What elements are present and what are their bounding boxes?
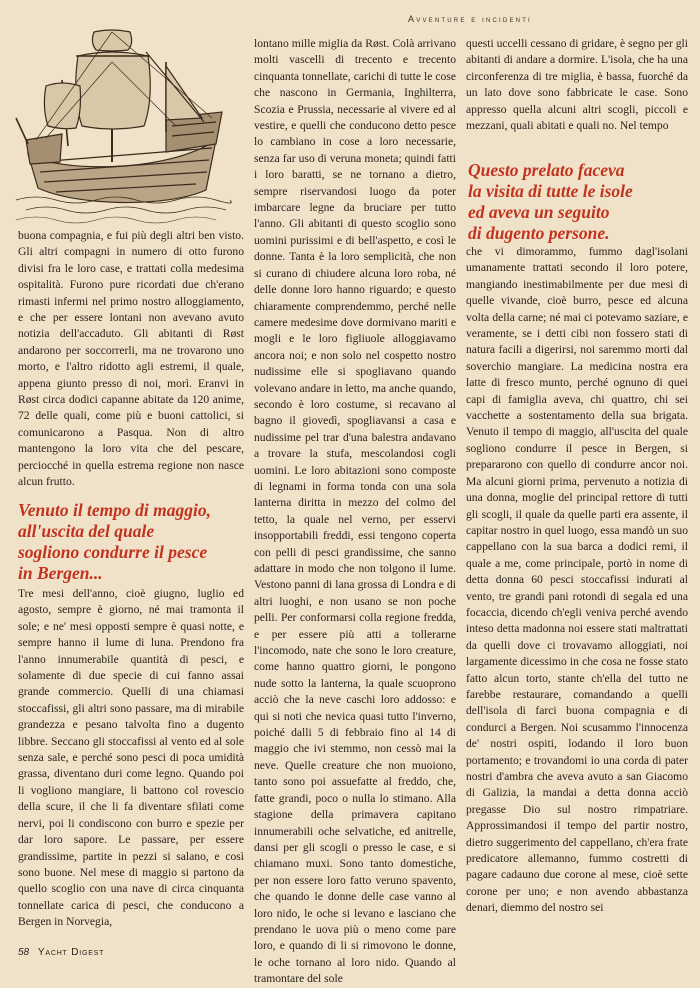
pullquote-line: Venuto il tempo di maggio, (18, 500, 212, 520)
paragraph: Tre mesi dell'anno, cioè giugno, luglio ed agosto, sempre è giorno, né mai tramonta il sole; e ne' mesi opposti sempre è quasi notte, e sempre hanno il lume di luna. Prendono fra l'anno innumerabile quantità di pesci, e solamente di due specie di cui fanno assai grande commercio. Quelli di una chiamasi stoccafissi, gli altri sono passare, ma di mirabile grandezza e pesano talvolta fino a dugento libbre. Seccano gli stoccafissi al vento ed al sole senza sale, e perché sono pesci di poca umidità grassa, diventano duri come legno. Quando poi li vogliono mangiare, li battono col rovescio della scure, il che li fa diventare sfilati come nervi, poi li condiscono con burro e spezie per dar loro sapore. Le passare, per essere grandissime, partite in pezzi si salano, e così sono buone. Nel mese di maggio si partono da quello scoglio con una nave di circa cinquanta tonnellate carica di pesci, che conducono a Bergen in Norvegia, (18, 587, 244, 929)
pullquote-line: in Bergen... (18, 563, 103, 583)
page-number: 58 (18, 947, 30, 958)
paragraph: buona compagnia, e fui più degli altri ben visto. Gli altri compagni in numero di otto furono divisi fra le loro case, e trattati colla medesima ospitalità. Furono pure ricordati due ch'erano rimasti infermi nel primo nostro alloggiamento, e che per essere lontani non avevano avuto notizia dell'accaduto. Gli abitanti di Røst andarono per soccorrerli, ma ne trovarono uno morto, e l'altro ridotto agli estremi, il quale, appena giunto presso di noi, morì. Eranvi in Røst circa dodici capanne abitate da 120 anime, 72 delle quali, come più e buoni cattolici, si comunicarono a Pasqua. Non di altro mantengono la loro vita che del pescare, perciocché in quella estrema regione non nasce alcun frutto. (18, 229, 244, 489)
pullquote-1 (18, 500, 246, 584)
column-3-top-text (466, 36, 688, 162)
caravel-ship-icon (16, 22, 230, 228)
pullquote-line: ed aveva un seguito (468, 202, 610, 222)
column-3-bottom-text (466, 244, 688, 956)
paragraph: che vi dimorammo, fummo dagl'isolani umanamente trattati secondo il loro potere, mangiando inestimabilmente per due mesi di quelle vivande, cioè burro, pesce ed alcuna volta della carne; né mai ci potevamo saziare, e veramente, se i detti cibi non fossero stati di natura facili a digerirsi, noi saremmo morti dal soverchio mangiare. La medicina nostra era latte di fresco munto, perché ognuno di quei capi di famiglia aveva, chi quattro, chi sei vacchette a sostentamento della sua brigata. Venuto il tempo di maggio, all'uscita del quale sogliono condurre il pesce in Bergen, si prepararono con quello di condurre ancor noi. Ma alcuni giorni prima, pervenuto a notizia di una donna, moglie del principal rettore di tutti gli scogli, il quale da quelle parti era assente, il capitar nostro in quel luogo, essa mandò un suo cappellano con la sua barca a dodici remi, il quale a me, come principale, portò in nome di detta donna 60 pesci stoccafissi indurati al vento, tre grandi pani rotondi di segala ed una focaccia, dicendo ch'egli veniva perché avendo inteso detta madonna noi essere stati maltrattati da quelli dove ci trovavamo alloggiati, noi largamente dicessimo in che cosa ne fosse stato fatto alcun torto, stante ch'ella del tutto ne farebbe restaurare, comandando a quelli dell'isola di farci buona compagnia e di condurci a Bergen. Noi scusammo l'innocenza de' nostri ospiti, lodando il loro buon portamento; e trovandomi io una corda di pater nostri d'ambra che aveva avuto a san Giacomo di Galizia, la mandai a detta donna acciò pregasse Dio sul nostro rimpatriare. Approssimandosi il tempo del partir nostro, dietro suggerimento del cappellano, ch'era frate predicatore allemanno, fummo costretti di pagare cadauno due corone al mese, cioè sette corone per uno; e non avendo abbastanza denari, diemmo del nostro sei (466, 245, 688, 915)
pullquote-2 (468, 160, 692, 244)
pullquote-line: la visita di tutte le isole (468, 181, 633, 201)
column-1-top-text (18, 228, 244, 502)
magazine-name: Yacht Digest (37, 947, 105, 958)
paragraph: questi uccelli cessano di gridare, è segno per gli abitanti di andare a dormire. L'isola, che ha una circonferenza di tre miglia, è bassa, fuorché da un lato dove sono fabbricate le case. Sono appresso quella alcuni altri scogli, piccoli e mezzani, quali abitati e quali no. Nel tempo (466, 37, 688, 133)
pullquote-line: di dugento persone. (468, 223, 610, 243)
folio (18, 947, 104, 958)
paragraph: lontano mille miglia da Røst. Colà arrivano molti vascelli di trecento e trecento cinquanta tonnellate, carichi di tutte le cose che nascono in Germania, Inghilterra, Scozia e Prussia, necessarie al vivere ed al vestire, e quelli che conducono detto pesce lo cambiano in cose a loro necessarie, senza far uso di veruna moneta; quindi fatti i loro baratti, se ne tornano a dietro, sempre riservandosi luogo da poter imbarcare legne da bruciare per tutto l'anno. Gli abitanti di questo scoglio sono uomini purissimi e di bell'aspetto, e così le donne. Tanta è la loro semplicità, che non si curano di chiudere alcuna loro roba, né delle donne loro hanno riguardo; e questo chiaramente comprendemmo, perché nelle camere medesime dove dormivano mariti e mogli e le loro figliuole alloggiavamo ancora noi; e non solo nel cospetto nostro nudissime elle si spogliavano quando volevano andare in letto, ma anche quando, secondo è loro costume, si recavano al bagno il giovedì, spogliavansi a casa e nudissime pel trar d'una balestra andavano a trovare la stufa, mescolandosi cogli uomini. Le loro abitazioni sono composte di legnami in forma tonda con una sola lanterna diritta in mezzo del colmo del tetto, la quale nel verno, per esservi insopportabili freddi, essi tengono coperta con pelli di pesci grandissime, che sanno adattare in modo che non tolgono il lume. Vestono panni di lana grossa di Londra e di altri luoghi, e non usano se non poche pelli. Per conformarsi colla regione fredda, e per essere più atti a tollerarne l'incomodo, nate che sono le loro creature, come hanno quattro giorni, le pongono nude sotto la lanterna, la quale scuoprono acciò che la neve caschi loro addosso: e qui si noti che nevica quasi tutto l'inverno, poiché dalli 5 di febbraio fino al 14 di maggio che ivi stemmo, non cessò mai la neve. Quelle creature che non muoiono, tanto sono poi assuefatte al freddo, che, fatte grandi, poco o nulla lo stimano. Alla stagione della primavera capitano innumerabili oche selvatiche, ed anitrelle, dansi per gli scogli o presso le case, e si chiamano muxi. Sono tanto domestiche, per non essere loro fatto veruno spavento, che quando le donne delle case vanno al loro nido, le oche si levano e lasciano che prendano le uova più o meno come pare loro, e quando di li si rimovono le donne, le oche tornano al loro nido. Quando al tramontare del sole (254, 37, 456, 986)
pullquote-line: Questo prelato faceva (468, 160, 625, 180)
column-1-bottom-text (18, 586, 244, 946)
pullquote-line: all'uscita del quale (18, 521, 155, 541)
column-2-text (254, 36, 456, 986)
pullquote-line: sogliono condurre il pesce (18, 542, 208, 562)
running-head: Avventure e incidenti (408, 14, 532, 24)
